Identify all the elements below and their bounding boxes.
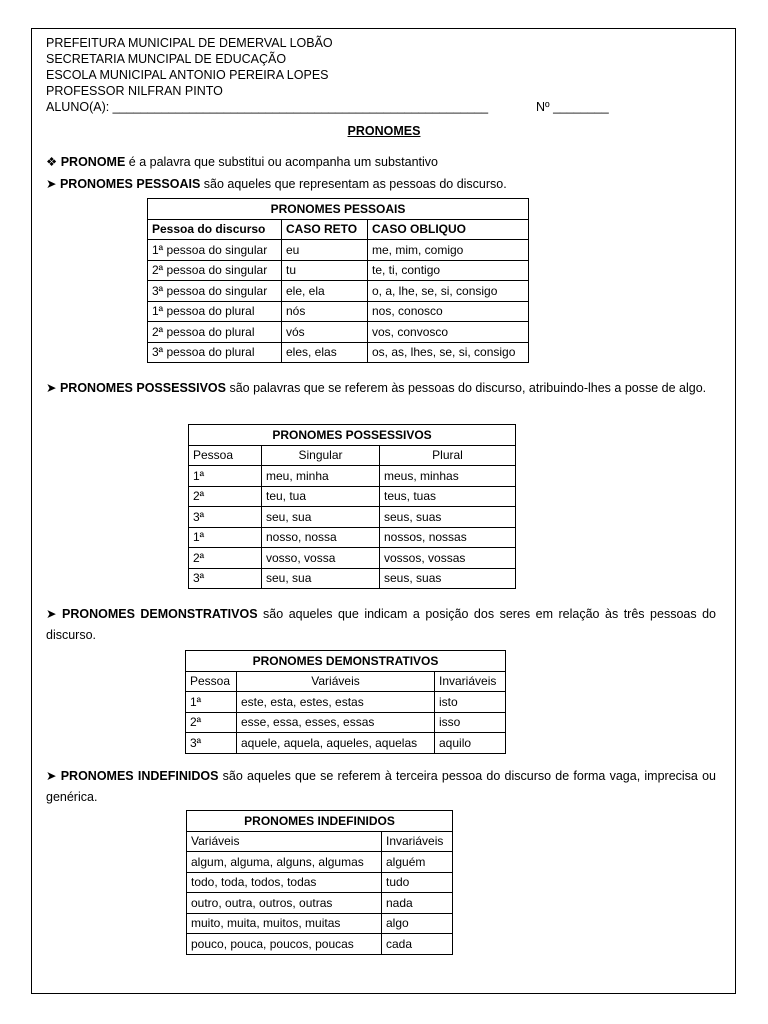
table-cell: vosso, vossa bbox=[262, 548, 380, 569]
table-pronomes-pessoais bbox=[147, 198, 529, 363]
table-row bbox=[189, 486, 516, 507]
table-cell: ele, ela bbox=[282, 281, 368, 302]
table-row bbox=[148, 260, 529, 281]
table-cell: esse, essa, esses, essas bbox=[237, 712, 435, 733]
table-cell: muito, muita, muitos, muitas bbox=[187, 913, 382, 934]
table-cell: 1ª pessoa do plural bbox=[148, 301, 282, 322]
table-cell: nada bbox=[382, 893, 453, 914]
table-cell: 2ª pessoa do plural bbox=[148, 322, 282, 343]
table-cell: te, ti, contigo bbox=[368, 260, 529, 281]
table-cell: aquele, aquela, aqueles, aquelas bbox=[237, 733, 435, 754]
table-cell: algo bbox=[382, 913, 453, 934]
section-text: são palavras que se referem às pessoas do discurso, atribuindo-lhes a posse de algo. bbox=[225, 381, 707, 395]
diamond-bullet-icon: ❖ bbox=[46, 155, 58, 169]
table-header-cell: Pessoa bbox=[189, 445, 262, 466]
page-title: PRONOMES bbox=[347, 124, 421, 138]
table-row bbox=[187, 852, 453, 873]
header-line-escola: ESCOLA MUNICIPAL ANTONIO PEREIRA LOPES bbox=[46, 68, 329, 82]
arrow-bullet-icon: ➤ bbox=[46, 177, 57, 191]
table-cell: 2ª bbox=[186, 712, 237, 733]
section-demonstrativos-desc bbox=[46, 604, 716, 646]
table-cell: vos, convosco bbox=[368, 322, 529, 343]
table-cell: tudo bbox=[382, 872, 453, 893]
table-caption: PRONOMES DEMONSTRATIVOS bbox=[186, 651, 506, 672]
table-cell: eu bbox=[282, 240, 368, 261]
table-cell: seus, suas bbox=[380, 507, 516, 528]
table-row bbox=[187, 913, 453, 934]
table-cell: 3ª pessoa do singular bbox=[148, 281, 282, 302]
table-header-cell: Pessoa bbox=[186, 671, 237, 692]
table-row bbox=[186, 692, 506, 713]
table-cell: cada bbox=[382, 934, 453, 955]
table-row bbox=[189, 527, 516, 548]
table-cell: vós bbox=[282, 322, 368, 343]
arrow-bullet-icon: ➤ bbox=[46, 607, 57, 621]
table-cell: nos, conosco bbox=[368, 301, 529, 322]
table-cell: aquilo bbox=[435, 733, 506, 754]
intro-definition bbox=[46, 152, 716, 173]
table-cell: seus, suas bbox=[380, 568, 516, 589]
table-header-cell: Plural bbox=[380, 445, 516, 466]
header-line-secretaria: SECRETARIA MUNCIPAL DE EDUCAÇÃO bbox=[46, 52, 287, 66]
table-row bbox=[148, 240, 529, 261]
section-term: PRONOMES POSSESSIVOS bbox=[59, 381, 226, 395]
table-cell: isso bbox=[435, 712, 506, 733]
header-line-professor: PROFESSOR NILFRAN PINTO bbox=[46, 84, 223, 98]
table-row bbox=[187, 893, 453, 914]
table-cell: seu, sua bbox=[262, 568, 380, 589]
table-header-cell: Variáveis bbox=[237, 671, 435, 692]
table-row bbox=[189, 568, 516, 589]
table-row bbox=[186, 733, 506, 754]
table-cell: este, esta, estes, estas bbox=[237, 692, 435, 713]
table-cell: 2ª pessoa do singular bbox=[148, 260, 282, 281]
table-cell: nossos, nossas bbox=[380, 527, 516, 548]
table-row bbox=[148, 281, 529, 302]
table-cell: 3ª pessoa do plural bbox=[148, 342, 282, 363]
header-line-prefeitura: PREFEITURA MUNICIPAL DE DEMERVAL LOBÃO bbox=[46, 36, 333, 50]
section-term: PRONOMES DEMONSTRATIVOS bbox=[61, 607, 258, 621]
table-caption: PRONOMES PESSOAIS bbox=[148, 199, 529, 220]
table-cell: 3ª bbox=[189, 507, 262, 528]
section-pessoais-desc bbox=[46, 174, 716, 195]
section-text: são aqueles que representam as pessoas do discurso. bbox=[200, 177, 507, 191]
table-row bbox=[187, 934, 453, 955]
table-row bbox=[189, 466, 516, 487]
table-caption: PRONOMES POSSESSIVOS bbox=[189, 425, 516, 446]
table-cell: 1ª pessoa do singular bbox=[148, 240, 282, 261]
table-cell: teu, tua bbox=[262, 486, 380, 507]
table-cell: nosso, nossa bbox=[262, 527, 380, 548]
intro-term: PRONOME bbox=[60, 155, 126, 169]
table-cell: tu bbox=[282, 260, 368, 281]
table-header-cell: Invariáveis bbox=[435, 671, 506, 692]
section-indefinidos-desc bbox=[46, 766, 716, 808]
arrow-bullet-icon: ➤ bbox=[46, 381, 57, 395]
table-cell: meus, minhas bbox=[380, 466, 516, 487]
table-cell: algum, alguma, alguns, algumas bbox=[187, 852, 382, 873]
table-header-cell: CASO OBLIQUO bbox=[368, 219, 529, 240]
table-header-cell: Invariáveis bbox=[382, 831, 453, 852]
table-cell: o, a, lhe, se, si, consigo bbox=[368, 281, 529, 302]
section-term: PRONOMES INDEFINIDOS bbox=[60, 769, 219, 783]
table-cell: meu, minha bbox=[262, 466, 380, 487]
student-number-field: Nº ________ bbox=[536, 100, 609, 114]
table-cell: alguém bbox=[382, 852, 453, 873]
table-cell: 2ª bbox=[189, 548, 262, 569]
intro-text: é a palavra que substitui ou acompanha um substantivo bbox=[125, 155, 438, 169]
table-cell: vossos, vossas bbox=[380, 548, 516, 569]
table-cell: outro, outra, outros, outras bbox=[187, 893, 382, 914]
table-cell: 3ª bbox=[189, 568, 262, 589]
table-row bbox=[189, 548, 516, 569]
table-cell: 1ª bbox=[189, 466, 262, 487]
table-pronomes-possessivos bbox=[188, 424, 516, 589]
table-caption: PRONOMES INDEFINIDOS bbox=[187, 811, 453, 832]
table-header-cell: CASO RETO bbox=[282, 219, 368, 240]
table-row bbox=[186, 712, 506, 733]
section-text: são aqueles que indicam a posição dos seres em relação às três pessoas do discurso. bbox=[46, 607, 716, 642]
table-row bbox=[187, 872, 453, 893]
student-name-field: ALUNO(A): ______________________________________________________ bbox=[46, 100, 489, 114]
section-term: PRONOMES PESSOAIS bbox=[59, 177, 201, 191]
table-cell: teus, tuas bbox=[380, 486, 516, 507]
table-cell: 1ª bbox=[186, 692, 237, 713]
table-cell: 2ª bbox=[189, 486, 262, 507]
table-cell: pouco, pouca, poucos, poucas bbox=[187, 934, 382, 955]
table-cell: seu, sua bbox=[262, 507, 380, 528]
section-text: são aqueles que se referem à terceira pessoa do discurso de forma vaga, imprecisa ou genérica. bbox=[46, 769, 717, 804]
table-row bbox=[148, 322, 529, 343]
table-cell: 1ª bbox=[189, 527, 262, 548]
table-cell: todo, toda, todos, todas bbox=[187, 872, 382, 893]
table-row bbox=[189, 507, 516, 528]
section-possessivos-desc bbox=[46, 378, 716, 399]
table-pronomes-demonstrativos bbox=[185, 650, 506, 754]
table-header-cell: Variáveis bbox=[187, 831, 382, 852]
table-header-cell: Pessoa do discurso bbox=[148, 219, 282, 240]
table-header-cell: Singular bbox=[262, 445, 380, 466]
table-cell: nós bbox=[282, 301, 368, 322]
table-row bbox=[148, 342, 529, 363]
table-cell: me, mim, comigo bbox=[368, 240, 529, 261]
table-cell: eles, elas bbox=[282, 342, 368, 363]
table-cell: isto bbox=[435, 692, 506, 713]
table-cell: 3ª bbox=[186, 733, 237, 754]
arrow-bullet-icon: ➤ bbox=[46, 769, 57, 783]
table-pronomes-indefinidos bbox=[186, 810, 453, 955]
table-cell: os, as, lhes, se, si, consigo bbox=[368, 342, 529, 363]
table-row bbox=[148, 301, 529, 322]
